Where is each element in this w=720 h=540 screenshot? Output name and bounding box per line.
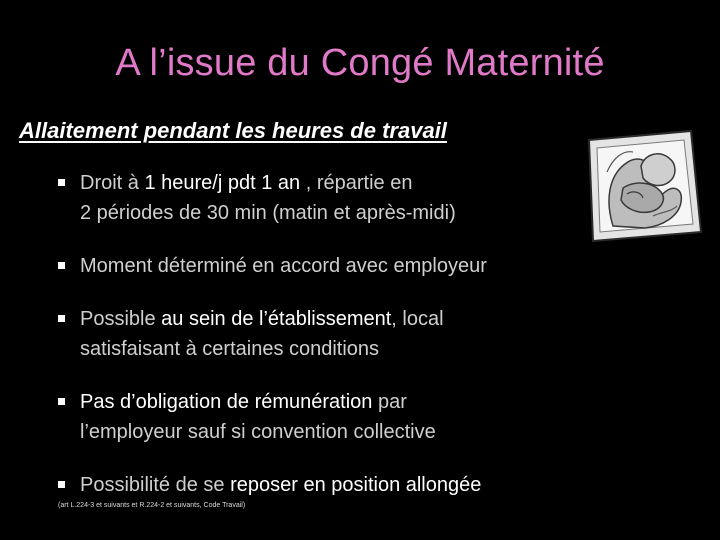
- bullet-list: [58, 168, 578, 523]
- bullet-text-segment: Moment déterminé en accord avec employeur: [80, 255, 487, 277]
- bullet-square-icon: [58, 398, 65, 405]
- bullet-text-segment: Droit à: [80, 172, 145, 194]
- bullet-text-segment: Possibilité de se: [80, 474, 231, 496]
- bullet-square-icon: [58, 262, 65, 269]
- bullet-line: [80, 417, 578, 447]
- slide-title: A l’issue du Congé Maternité: [115, 42, 605, 84]
- bullet-text-segment: 2 périodes de 30 min (matin et après-midi): [80, 202, 456, 224]
- bullet-text-segment: reposer en position allongée: [230, 474, 482, 496]
- bullet-item: [58, 251, 578, 281]
- bullet-item: [58, 470, 578, 500]
- bullet-text-segment: 1 heure/j pdt 1 an: [144, 172, 301, 194]
- bullet-line: [80, 251, 578, 281]
- bullet-text-segment: , répartie en: [300, 172, 413, 194]
- bullet-line: [80, 168, 578, 198]
- bullet-text-segment: Pas d’obligation de rémunération: [80, 391, 378, 413]
- bullet-text-segment: l’employeur sauf si convention collective: [80, 421, 436, 443]
- bullet-line: [80, 334, 578, 364]
- bullet-text-segment: , local: [391, 308, 444, 330]
- bullet-item: [58, 168, 578, 228]
- bullet-square-icon: [58, 315, 65, 322]
- bullet-line: [80, 304, 578, 334]
- bullet-square-icon: [58, 179, 65, 186]
- bullet-line: [80, 387, 578, 417]
- legal-reference-footnote: (art L.224-3 et suivants et R.224-2 et suivants, Code Travail): [58, 502, 246, 509]
- bullet-item: [58, 387, 578, 447]
- bullet-text-segment: Possible: [80, 308, 162, 330]
- bullet-text-segment: par: [377, 391, 407, 413]
- bullet-line: [80, 198, 578, 228]
- mother-nursing-baby-icon: [583, 128, 705, 243]
- bullet-text-segment: au sein de l’établissement: [161, 308, 392, 330]
- bullet-square-icon: [58, 481, 65, 488]
- slide-subtitle: Allaitement pendant les heures de travail: [19, 118, 447, 143]
- bullet-text-segment: satisfaisant à certaines conditions: [80, 338, 380, 360]
- bullet-line: [80, 470, 578, 500]
- bullet-item: [58, 304, 578, 364]
